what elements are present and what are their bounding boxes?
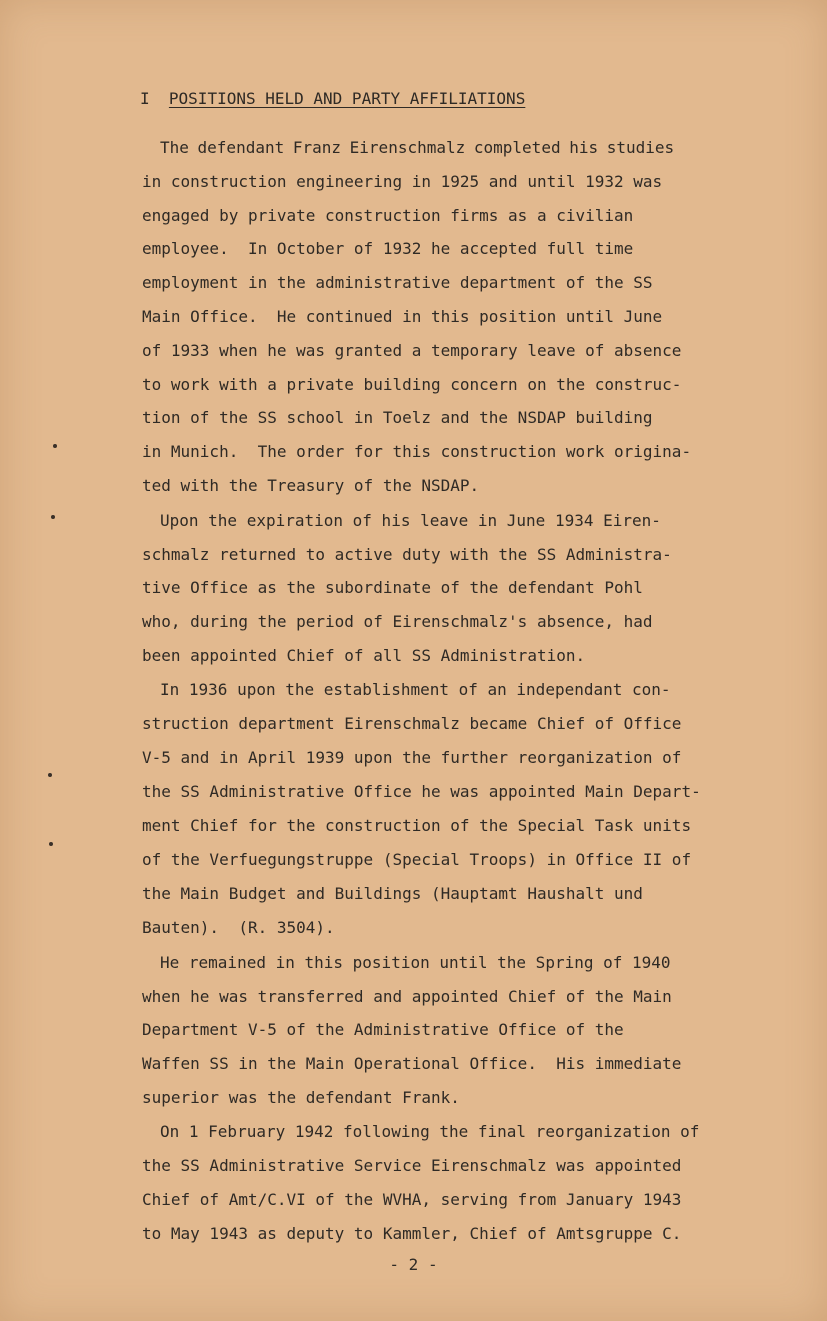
- text-line: been appointed Chief of all SS Administration.: [142, 646, 586, 665]
- punch-hole-mark: [48, 773, 52, 777]
- text-line: schmalz returned to active duty with the SS Administra-: [142, 545, 672, 564]
- text-line: employee. In October of 1932 he accepted full time: [142, 239, 634, 258]
- text-line: the SS Administrative Service Eirenschmalz was appointed: [142, 1156, 682, 1175]
- section-title: POSITIONS HELD AND PARTY AFFILIATIONS: [168, 89, 526, 108]
- text-line: He remained in this position until the Spring of 1940: [160, 953, 671, 972]
- text-line: in Munich. The order for this construction work origina-: [142, 442, 692, 461]
- text-line: Bauten). (R. 3504).: [142, 918, 335, 937]
- text-line: of the Verfuegungstruppe (Special Troops) in Office II of: [142, 850, 692, 869]
- text-line: when he was transferred and appointed Chief of the Main: [142, 987, 672, 1006]
- text-line: Upon the expiration of his leave in June 1934 Eiren-: [160, 511, 661, 530]
- text-line: On 1 February 1942 following the final reorganization of: [160, 1122, 700, 1141]
- text-line: the SS Administrative Office he was appointed Main Depart-: [142, 782, 701, 801]
- text-line: Main Office. He continued in this position until June: [142, 307, 663, 326]
- punch-hole-mark: [49, 842, 53, 846]
- text-line: of 1933 when he was granted a temporary leave of absence: [142, 341, 682, 360]
- text-line: struction department Eirenschmalz became Chief of Office: [142, 714, 682, 733]
- text-line: who, during the period of Eirenschmalz's absence, had: [142, 612, 653, 631]
- punch-hole-mark: [53, 444, 57, 448]
- text-line: Department V-5 of the Administrative Office of the: [142, 1020, 624, 1039]
- punch-hole-mark: [51, 515, 55, 519]
- text-line: engaged by private construction firms as a civilian: [142, 206, 634, 225]
- section-heading: [140, 89, 525, 108]
- text-line: In 1936 upon the establishment of an independant con-: [160, 680, 671, 699]
- text-line: tive Office as the subordinate of the defendant Pohl: [142, 578, 643, 597]
- text-line: to May 1943 as deputy to Kammler, Chief of Amtsgruppe C.: [142, 1224, 682, 1243]
- text-line: employment in the administrative department of the SS: [142, 273, 653, 292]
- text-line: ment Chief for the construction of the Special Task units: [142, 816, 692, 835]
- text-line: superior was the defendant Frank.: [142, 1088, 460, 1107]
- section-number: I: [140, 89, 150, 108]
- text-line: Waffen SS in the Main Operational Office. His immediate: [142, 1054, 682, 1073]
- text-line: to work with a private building concern on the construc-: [142, 375, 682, 394]
- text-line: the Main Budget and Buildings (Hauptamt Haushalt und: [142, 884, 643, 903]
- text-line: in construction engineering in 1925 and until 1932 was: [142, 172, 663, 191]
- text-line: ted with the Treasury of the NSDAP.: [142, 476, 480, 495]
- text-line: V-5 and in April 1939 upon the further reorganization of: [142, 748, 682, 767]
- text-line: tion of the SS school in Toelz and the NSDAP building: [142, 408, 653, 427]
- page-number: - 2 -: [389, 1255, 438, 1274]
- text-line: Chief of Amt/C.VI of the WVHA, serving from January 1943: [142, 1190, 682, 1209]
- text-line: The defendant Franz Eirenschmalz completed his studies: [160, 138, 675, 157]
